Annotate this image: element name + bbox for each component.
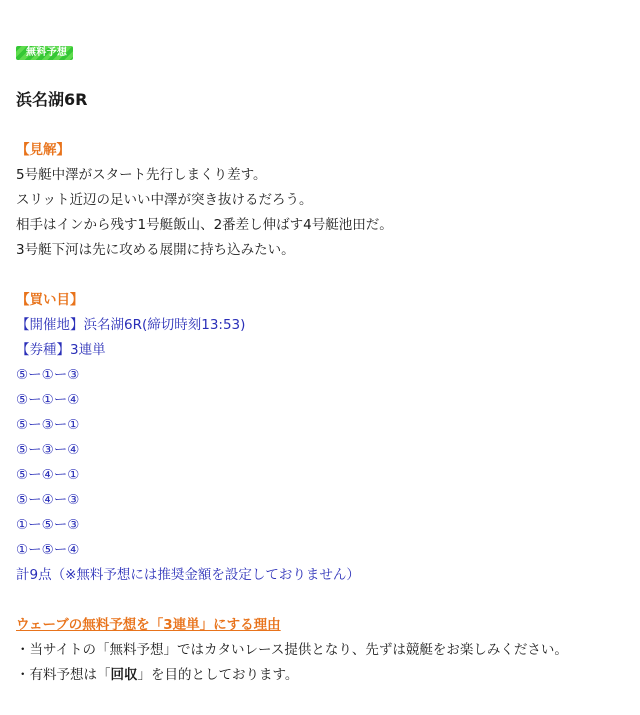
reason-line-prefix: ・有料予想は「 bbox=[16, 667, 111, 683]
combo-line: ⑤ー③ー① bbox=[16, 417, 80, 433]
analysis-line: 5号艇中澤がスタート先行しまくり差す。 bbox=[16, 167, 267, 183]
ticket-type-line: 【券種】3連単 bbox=[16, 342, 106, 358]
article bbox=[16, 40, 626, 688]
reason-line: ・当サイトの「無料予想」ではカタいレース提供となり、先ずは競艇をお楽しみください。 bbox=[16, 642, 568, 658]
analysis-line: スリット近辺の足いい中澤が突き抜けるだろう。 bbox=[16, 192, 313, 208]
race-title: 浜名湖6R bbox=[16, 90, 88, 109]
combo-line: ⑤ー③ー④ bbox=[16, 442, 80, 458]
free-prediction-badge: 無料予想 bbox=[16, 46, 73, 60]
total-line: 計9点（※無料予想には推奨金額を設定しておりません） bbox=[16, 567, 360, 583]
reason-heading: ウェーブの無料予想を「3連単」にする理由 bbox=[16, 617, 281, 633]
analysis-line: 相手はインから残す1号艇飯山、2番差し伸ばす4号艇池田だ。 bbox=[16, 217, 393, 233]
analysis-line: 3号艇下河は先に攻める展開に持ち込みたい。 bbox=[16, 242, 295, 258]
free-prediction-badge-row bbox=[16, 40, 626, 60]
analysis-heading: 【見解】 bbox=[16, 142, 70, 158]
reason-line-bold: 回収 bbox=[110, 667, 138, 683]
combo-line: ⑤ー①ー③ bbox=[16, 367, 80, 383]
combo-line: ⑤ー④ー① bbox=[16, 467, 80, 483]
combo-line: ①ー⑤ー④ bbox=[16, 542, 80, 558]
combo-line: ⑤ー④ー③ bbox=[16, 492, 80, 508]
buy-heading: 【買い目】 bbox=[16, 292, 84, 308]
combo-line: ①ー⑤ー③ bbox=[16, 517, 80, 533]
venue-line: 【開催地】浜名湖6R(締切時刻13:53) bbox=[16, 317, 246, 333]
reason-line bbox=[16, 663, 626, 688]
combo-line: ⑤ー①ー④ bbox=[16, 392, 80, 408]
reason-line-suffix: 」を目的としております。 bbox=[137, 667, 299, 683]
